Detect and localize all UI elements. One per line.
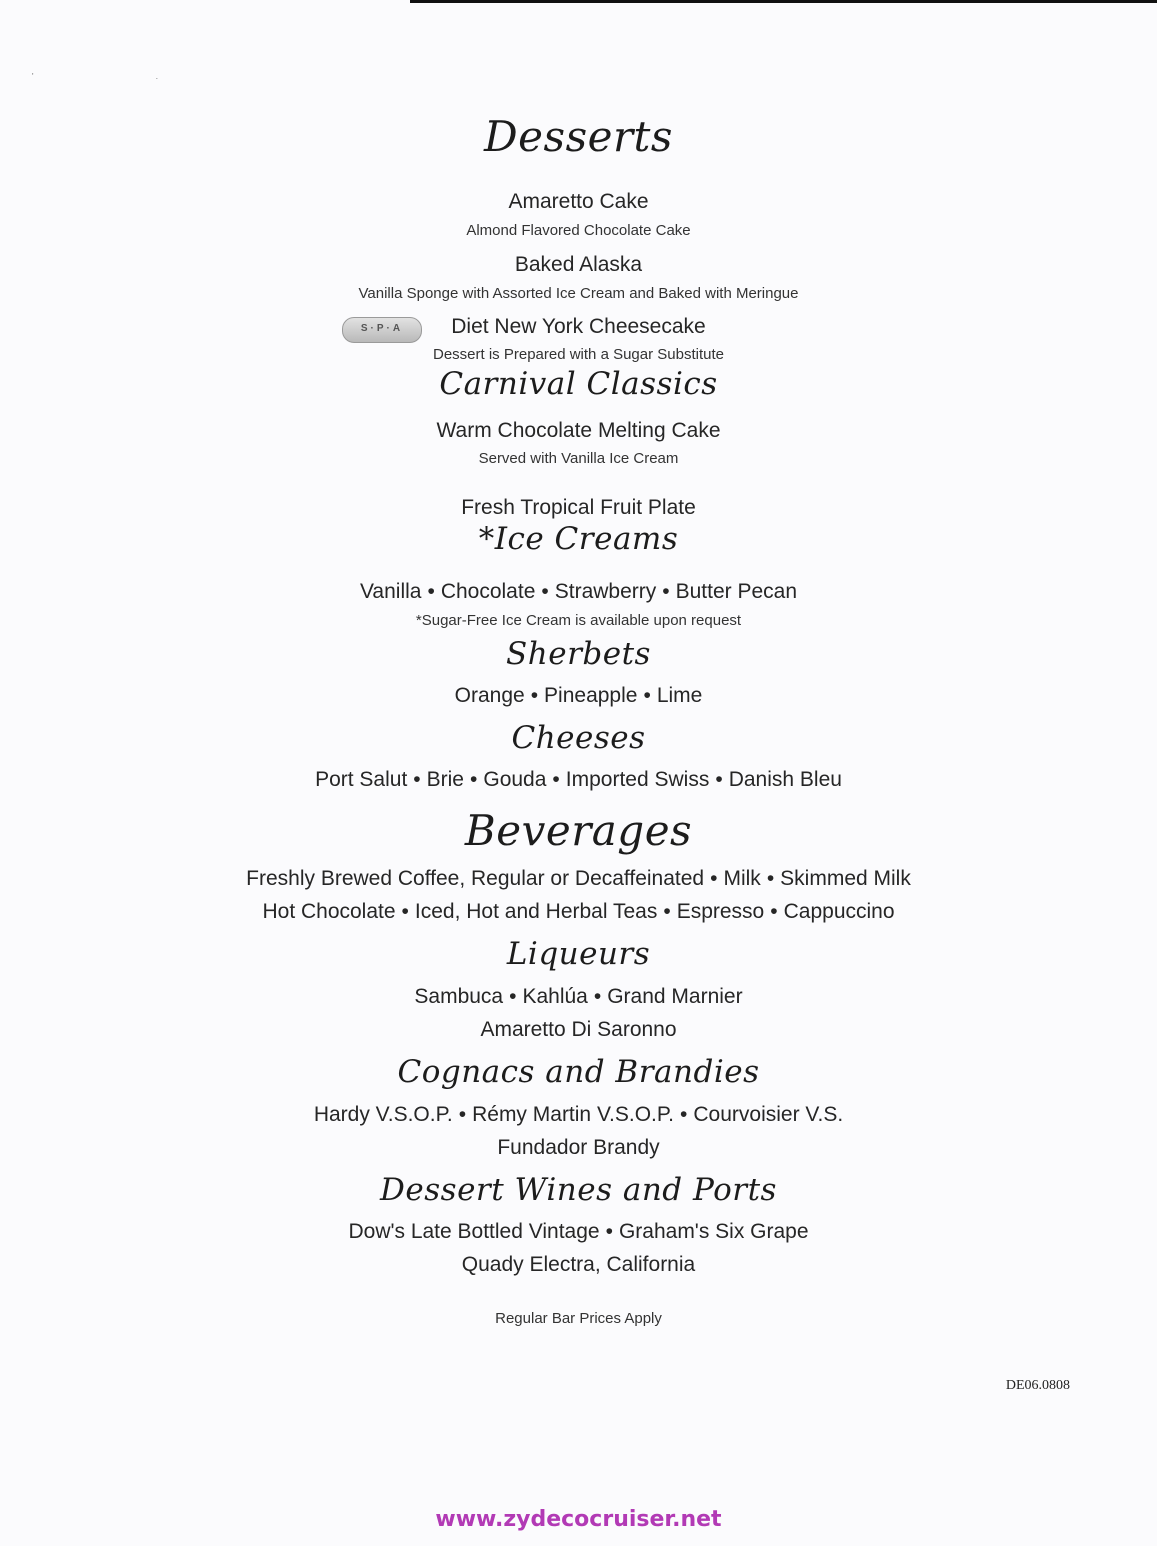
- menu-code: DE06.0808: [1005, 1378, 1070, 1393]
- flavor: Strawberry: [554, 580, 657, 603]
- carnival-classics-heading: Carnival Classics: [439, 366, 718, 402]
- wine-line: Dow's Late Bottled Vintage • Graham's Six Grape: [348, 1220, 809, 1243]
- beverage: Espresso: [676, 900, 765, 923]
- dessert-item-name: Baked Alaska: [514, 253, 643, 276]
- cheese: Port Salut: [315, 768, 408, 791]
- flavor: Butter Pecan: [675, 580, 798, 603]
- watermark: www.zydecocruiser.net: [435, 1507, 722, 1532]
- wine: Graham's Six Grape: [618, 1220, 809, 1243]
- cognac-line: Hardy V.S.O.P. • Rémy Martin V.S.O.P. • Courvoisier V.S.: [313, 1103, 844, 1126]
- top-edge-bar: [410, 0, 1157, 3]
- cognac: Courvoisier V.S.: [693, 1103, 844, 1126]
- sherbet-flavors: Orange • Pineapple • Lime: [454, 684, 703, 707]
- ice-cream-note: *Sugar-Free Ice Cream is available upon request: [415, 612, 742, 629]
- liqueur-line: Sambuca • Kahlúa • Grand Marnier: [414, 985, 743, 1008]
- classic-item-name: Warm Chocolate Melting Cake: [436, 419, 721, 442]
- liqueur-line-2: Amaretto Di Saronno: [480, 1018, 677, 1041]
- flavor: Chocolate: [440, 580, 536, 603]
- ice-creams-heading: *Ice Creams: [478, 521, 679, 557]
- cheese: Danish Bleu: [728, 768, 842, 791]
- wine: Dow's Late Bottled Vintage: [348, 1220, 600, 1243]
- bar-prices-note: Regular Bar Prices Apply: [495, 1310, 662, 1327]
- sherbets-heading: Sherbets: [506, 636, 651, 672]
- cheese-list: Port Salut • Brie • Gouda • Imported Swiss • Danish Bleu: [315, 768, 842, 791]
- cheese: Gouda: [483, 768, 547, 791]
- cognac: Hardy V.S.O.P.: [313, 1103, 453, 1126]
- beverage-line: Freshly Brewed Coffee, Regular or Decaffeinated • Milk • Skimmed Milk: [246, 867, 911, 890]
- liqueur: Grand Marnier: [607, 985, 743, 1008]
- liqueur: Kahlúa: [522, 985, 588, 1008]
- classic-item-desc: Served with Vanilla Ice Cream: [478, 450, 679, 467]
- beverage: Iced, Hot and Herbal Teas: [414, 900, 658, 923]
- cheese: Brie: [426, 768, 464, 791]
- spa-badge-icon: S·P·A: [342, 317, 422, 343]
- beverage: Skimmed Milk: [780, 867, 911, 890]
- beverage: Cappuccino: [783, 900, 895, 923]
- scan-specks: ' .: [32, 72, 218, 81]
- cheeses-heading: Cheeses: [511, 720, 646, 756]
- beverage: Freshly Brewed Coffee, Regular or Decaffeinated: [246, 867, 705, 890]
- dessert-item-desc: Vanilla Sponge with Assorted Ice Cream and Baked with Meringue: [358, 285, 799, 302]
- cognacs-heading: Cognacs and Brandies: [397, 1054, 760, 1090]
- desserts-heading: Desserts: [483, 112, 673, 161]
- beverage-line: Hot Chocolate • Iced, Hot and Herbal Teas • Espresso • Cappuccino: [262, 900, 895, 923]
- classic-item-name: Fresh Tropical Fruit Plate: [461, 496, 696, 519]
- flavor: Lime: [656, 684, 703, 707]
- flavor: Pineapple: [544, 684, 638, 707]
- dessert-item-name: Amaretto Cake: [508, 190, 649, 213]
- flavor: Vanilla: [359, 580, 422, 603]
- liqueurs-heading: Liqueurs: [506, 936, 651, 972]
- flavor: Orange: [454, 684, 525, 707]
- beverage: Milk: [723, 867, 761, 890]
- dessert-item-desc: Almond Flavored Chocolate Cake: [466, 222, 691, 239]
- cheese: Imported Swiss: [565, 768, 710, 791]
- ice-cream-flavors: Vanilla • Chocolate • Strawberry • Butter Pecan: [359, 580, 798, 603]
- beverages-heading: Beverages: [464, 806, 693, 855]
- dessert-item-name: Diet New York Cheesecake: [451, 315, 706, 338]
- liqueur: Sambuca: [414, 985, 504, 1008]
- dessert-item-desc: Dessert is Prepared with a Sugar Substitute: [433, 346, 724, 363]
- cognac: Rémy Martin V.S.O.P.: [472, 1103, 675, 1126]
- beverage: Hot Chocolate: [262, 900, 396, 923]
- wines-heading: Dessert Wines and Ports: [380, 1172, 777, 1208]
- wine-line-2: Quady Electra, California: [461, 1253, 696, 1276]
- cognac-line-2: Fundador Brandy: [497, 1136, 660, 1159]
